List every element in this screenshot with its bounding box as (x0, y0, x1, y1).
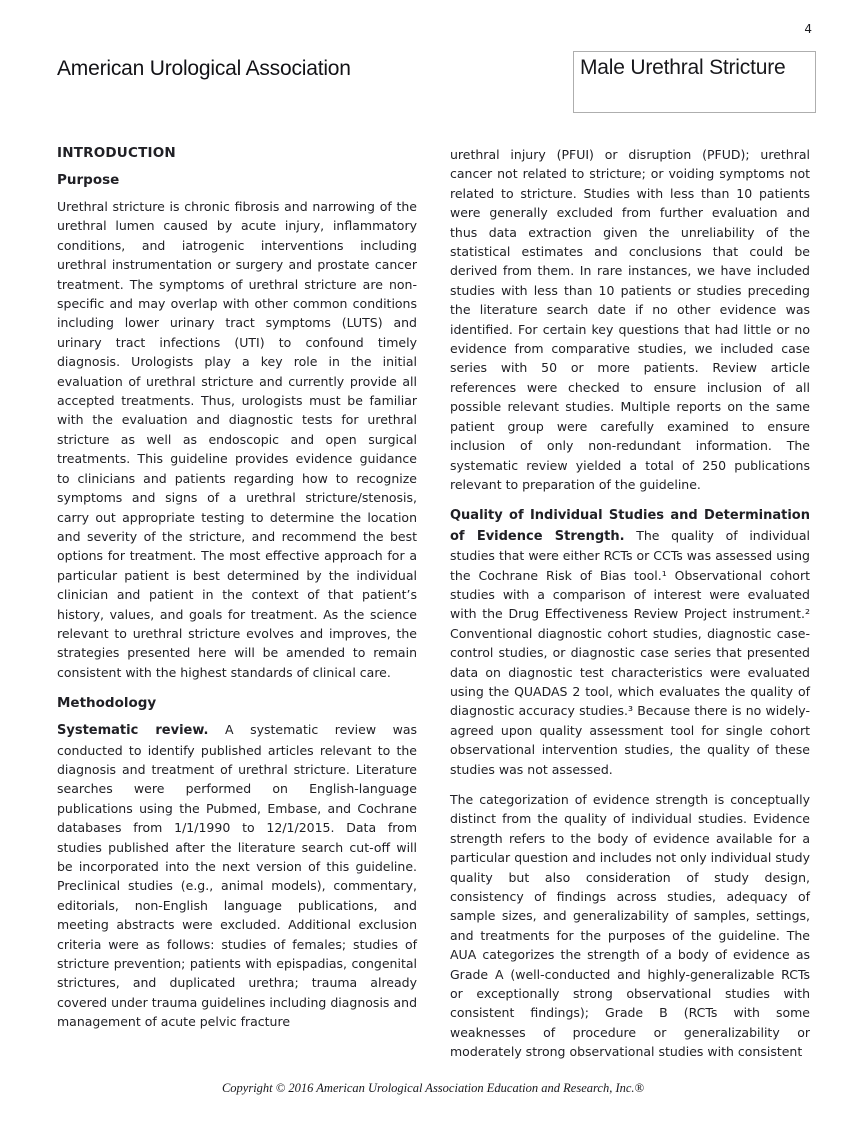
section-heading-introduction: INTRODUCTION (57, 145, 176, 161)
subheading-methodology: Methodology (57, 695, 157, 712)
subheading-purpose: Purpose (57, 172, 120, 188)
org-title: American Urological Association (57, 57, 351, 80)
evidence-strength-paragraph: The categorization of evidence strength is conceptually distinct from the quality of individual studies. Evidence strength refers to the body of evidence available for a particular question and includes not only individual study quality but also consideration of study design, consistency of findings across studies, adequacy of sample sizes, and generalizability of samples, settings, and treatments for the purposes of the guideline. The AUA categorizes the strength of a body of evidence as Grade A (well-conducted and highly-generalizable RCTs or exceptionally strong observational studies with consistent findings); Grade B (RCTs with some weaknesses of procedure or generalizability or moderately strong observational studies with consistent (450, 792, 810, 1060)
quality-text: The quality of individual studies that were either RCTs or CCTs was assessed using the Cochrane Risk of Bias tool.¹ Observational cohort studies with a comparison of interest were evaluated with the Drug Effectiveness Review Project instrument.² Conventional diagnostic cohort studies, diagnostic case-control studies, or diagnostic case series that presented data on diagnostic test characteristics were evaluated using the QUADAS 2 tool, which evaluates the quality of diagnostic accuracy studies.³ Because there is no widely-agreed upon quality assessment tool for single cohort observational intervention studies, the quality of these studies was not assessed. (450, 527, 810, 777)
quality-paragraph (450, 505, 810, 779)
doc-title: Male Urethral Stricture (580, 56, 786, 79)
left-column (57, 145, 417, 1073)
copyright-footer: Copyright © 2016 American Urological Association Education and Research, Inc.® (221, 1081, 645, 1095)
quality-lead: Quality of Individual Studies and Determination of Evidence Strength. (450, 508, 810, 544)
systematic-review-text: A systematic review was conducted to identify published articles relevant to the diagnosis and treatment of urethral stricture. Literature searches were performed on English-language publications using the Pubmed, Embase, and Cochrane databases from 1/1/1990 to 12/1/2015. Data from studies published after the literature search cut-off will be incorporated into the next version of this guideline. Preclinical studies (e.g., animal models), commentary, editorials, non-English language publications, and meeting abstracts were excluded. Additional exclusion criteria were as follows: studies of females; studies of stricture prevention; patients with epispadias, congenital strictures, and duplicated urethra; trauma already covered under trauma guidelines including diagnosis and management of acute pelvic fracture (57, 722, 417, 1030)
two-column-body (57, 145, 810, 1073)
continuation-paragraph: urethral injury (PFUI) or disruption (PFUD); urethral cancer not related to stricture; or voiding symptoms not related to stricture. Studies with less than 10 patients were generally excluded from further evaluation and thus data extraction given the unreliability of the statistical estimates and conclusions that could be derived from them. In rare instances, we have included studies with less than 10 patients or studies preceding the literature search date if no other evidence was identified. For certain key questions that had little or no evidence from comparative studies, we included case series with 50 or more patients. Review article references were checked to ensure inclusion of all possible relevant studies. Multiple reports on the same patient group were carefully examined to ensure inclusion of only non-redundant information. The systematic review yielded a total of 250 publications relevant to preparation of the guideline. (450, 147, 810, 492)
systematic-review-paragraph (57, 720, 417, 1032)
purpose-paragraph: Urethral stricture is chronic fibrosis and narrowing of the urethral lumen caused by acute injury, inflammatory conditions, and iatrogenic interventions including urethral instrumentation or surgery and prostate cancer treatment. The symptoms of urethral stricture are non-specific and may overlap with other common conditions including lower urinary tract symptoms (LUTS) and urinary tract infections (UTI) to confound timely diagnosis. Urologists play a key role in the initial evaluation of urethral stricture and currently provide all accepted treatments. Thus, urologists must be familiar with the evaluation and diagnostic tests for urethral stricture as well as endoscopic and open surgical treatments. This guideline provides evidence guidance to clinicians and patients regarding how to recognize symptoms and signs of a urethral stricture/stenosis, carry out appropriate testing to determine the location and severity of the stricture, and recommend the best options for treatment. The most effective approach for a particular patient is best determined by the individual clinician and patient in the context of that patient’s history, values, and goals for treatment. As the science relevant to urethral stricture evolves and improves, the strategies presented here will be amended to remain consistent with the highest standards of clinical care. (57, 199, 417, 680)
doc-title-box (573, 51, 816, 113)
right-column (450, 145, 810, 1073)
page-number: 4 (804, 22, 812, 36)
systematic-review-lead: Systematic review. (57, 723, 209, 739)
